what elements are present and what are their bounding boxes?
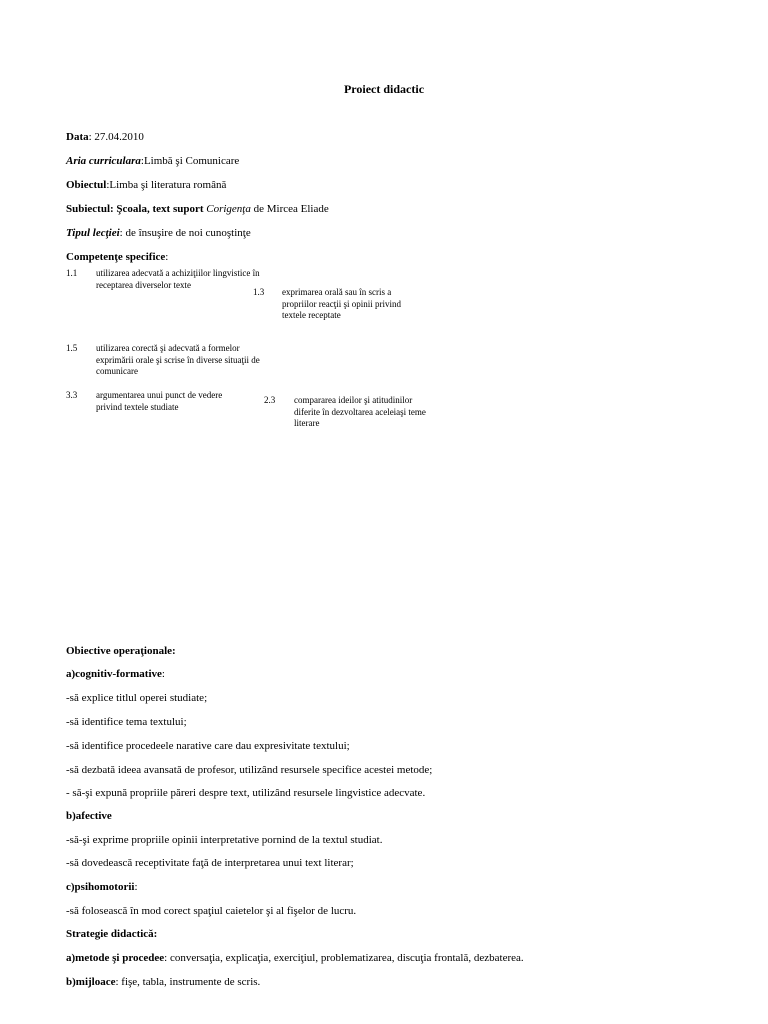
methods-line: a)metode şi procedee: conversaţia, explicaţia, exerciţiul, problematizarea, discuţia frontală, dezbaterea. [66, 952, 524, 964]
objectives-heading: Obiective operaţionale: [66, 645, 176, 657]
competence-number: 1.1 [66, 268, 78, 278]
competence-text: exprimarea orală sau în scris a propriilor reacţii şi opinii privind textele receptate [282, 287, 401, 320]
cognitive-heading: a)cognitiv-formative: [66, 668, 165, 680]
lesson-type-value: : de însuşire de noi cunoştinţe [119, 227, 251, 239]
curricular-area-line [66, 155, 239, 167]
objective-item: - să-şi expună propriile păreri despre text, utilizând resursele lingvistice adecvate. [66, 787, 426, 799]
competence-number: 2.3 [264, 395, 276, 405]
curricular-area-label: Aria curriculara [66, 155, 141, 167]
objective-item: -să dezbată ideea avansată de profesor, utilizând resursele specifice acestei metode; [66, 764, 433, 776]
subject-label: Obiectul [66, 179, 107, 191]
date-line [66, 131, 144, 143]
subject-line [66, 179, 226, 191]
competence-text: compararea ideilor şi atitudinilor diferite în dezvoltarea aceleiaşi teme literare [294, 395, 426, 428]
objective-item: -să-şi exprime propriile opinii interpretative pornind de la textul studiat. [66, 834, 383, 846]
competence-number: 3.3 [66, 390, 78, 400]
materials-line: b)mijloace: fişe, tabla, instrumente de scris. [66, 976, 261, 988]
objective-item: -să identifice tema textului; [66, 716, 187, 728]
competences-heading: Competenţe specifice: [66, 251, 169, 263]
lesson-type-line [66, 227, 251, 239]
topic-text-title: Corigenţa [206, 203, 251, 215]
subject-value: :Limba şi literatura română [106, 179, 227, 191]
topic-author: de Mircea Eliade [250, 203, 329, 215]
objective-item: -să dovedească receptivitate faţă de interpretarea unui text literar; [66, 857, 354, 869]
curricular-area-value: :Limbă şi Comunicare [140, 155, 240, 167]
competence-text: utilizarea adecvată a achiziţiilor lingvistice în receptarea diverselor texte [96, 268, 260, 290]
psychomotor-heading: c)psihomotorii: [66, 881, 138, 893]
strategy-heading: Strategie didactică: [66, 928, 158, 940]
document-title: Proiect didactic [343, 82, 425, 96]
topic-line [66, 203, 329, 215]
competence-number: 1.5 [66, 343, 78, 353]
topic-label: Subiectul: Şcoala, text suport [66, 203, 204, 215]
competence-number: 1.3 [253, 287, 265, 297]
lesson-type-label: Tipul lecţiei [66, 227, 120, 239]
objective-item: -să identifice procedeele narative care dau expresivitate textului; [66, 740, 350, 752]
competence-text: utilizarea corectă şi adecvată a formelor exprimării orale şi scrise în diverse situaţii de comunicare [96, 343, 260, 376]
date-label: Data [66, 131, 89, 143]
affective-heading: b)afective [66, 810, 112, 822]
competence-text: argumentarea unui punct de vedere privind textele studiate [96, 390, 223, 412]
objective-item: -să explice titlul operei studiate; [66, 692, 208, 704]
date-value: : 27.04.2010 [88, 131, 144, 143]
objective-item: -să folosească în mod corect spaţiul caietelor şi al fişelor de lucru. [66, 905, 357, 917]
